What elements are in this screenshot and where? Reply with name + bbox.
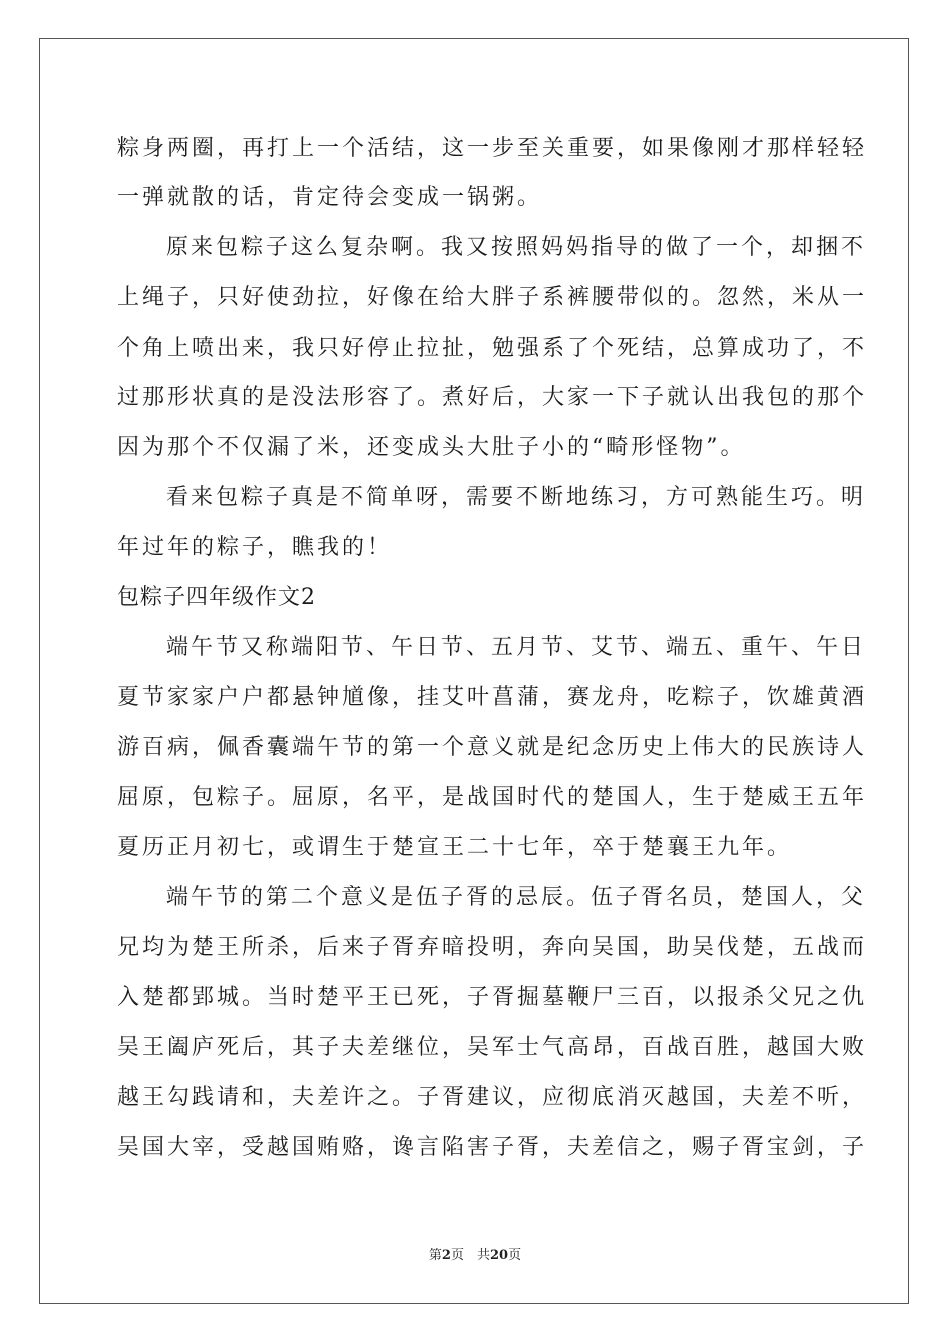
text-line: 入楚都郢城。当时楚平王已死，子胥掘墓鞭尸三百，以报杀父兄之仇: [117, 985, 868, 1010]
text-line: 夏历正月初七，或谓生于楚宣王二十七年，卒于楚襄王九年。: [117, 835, 793, 860]
footer-suffix: 页: [508, 1248, 522, 1263]
text-line: 粽身两圈，再打上一个活结，这一步至关重要，如果像刚才那样轻轻: [117, 136, 868, 161]
text-line: 屈原，包粽子。屈原，名平，是战国时代的楚国人，生于楚威王五年: [117, 785, 868, 810]
text-line: 过那形状真的是没法形容了。煮好后，大家一下子就认出我包的那个: [117, 385, 868, 410]
paragraph-start: 看来包粽子真是不简单呀，需要不断地练习，方可熟能生巧。明: [166, 485, 867, 510]
page-footer: [0, 1244, 950, 1263]
text-line: 夏节家家户户都悬钟馗像，挂艾叶菖蒲，赛龙舟，吃粽子，饮雄黄酒: [117, 685, 868, 710]
paragraph-start: 端午节的第二个意义是伍子胥的忌辰。伍子胥名员，楚国人，父: [166, 885, 867, 910]
text-line: 越王勾践请和，夫差许之。子胥建议，应彻底消灭越国，夫差不听，: [117, 1085, 868, 1110]
page-border: [39, 38, 909, 1304]
paragraph-start: 原来包粽子这么复杂啊。我又按照妈妈指导的做了一个，却捆不: [166, 235, 867, 260]
text-line: 兄均为楚王所杀，后来子胥弃暗投明，奔向吴国，助吴伐楚，五战而: [117, 935, 868, 960]
footer-total-pages: 20: [489, 1248, 509, 1263]
text-line: 上绳子，只好使劲拉，好像在给大胖子系裤腰带似的。忽然，米从一: [117, 285, 868, 310]
text-line: 吴国大宰，受越国贿赂，谗言陷害子胥，夫差信之，赐子胥宝剑，子: [117, 1135, 868, 1160]
section-heading: 包粽子四年级作文2: [117, 585, 316, 610]
footer-mid: 页 共: [450, 1248, 490, 1263]
paragraph-start: 端午节又称端阳节、午日节、五月节、艾节、端五、重午、午日: [166, 635, 867, 660]
text-line: 一弹就散的话，肯定待会变成一锅粥。: [117, 185, 543, 210]
text-line: 个角上喷出来，我只好停止拉扯，勉强系了个死结，总算成功了，不: [117, 336, 868, 361]
footer-prefix: 第: [428, 1248, 442, 1263]
footer-page-number: 2: [441, 1248, 451, 1263]
text-line: 游百病，佩香囊端午节的第一个意义就是纪念历史上伟大的民族诗人: [117, 735, 868, 760]
text-line: 因为那个不仅漏了米，还变成头大肚子小的“畸形怪物”。: [117, 435, 746, 460]
text-line: 吴王阖庐死后，其子夫差继位，吴军士气高昂，百战百胜，越国大败: [117, 1035, 868, 1060]
text-line: 年过年的粽子，瞧我的！: [117, 535, 393, 560]
